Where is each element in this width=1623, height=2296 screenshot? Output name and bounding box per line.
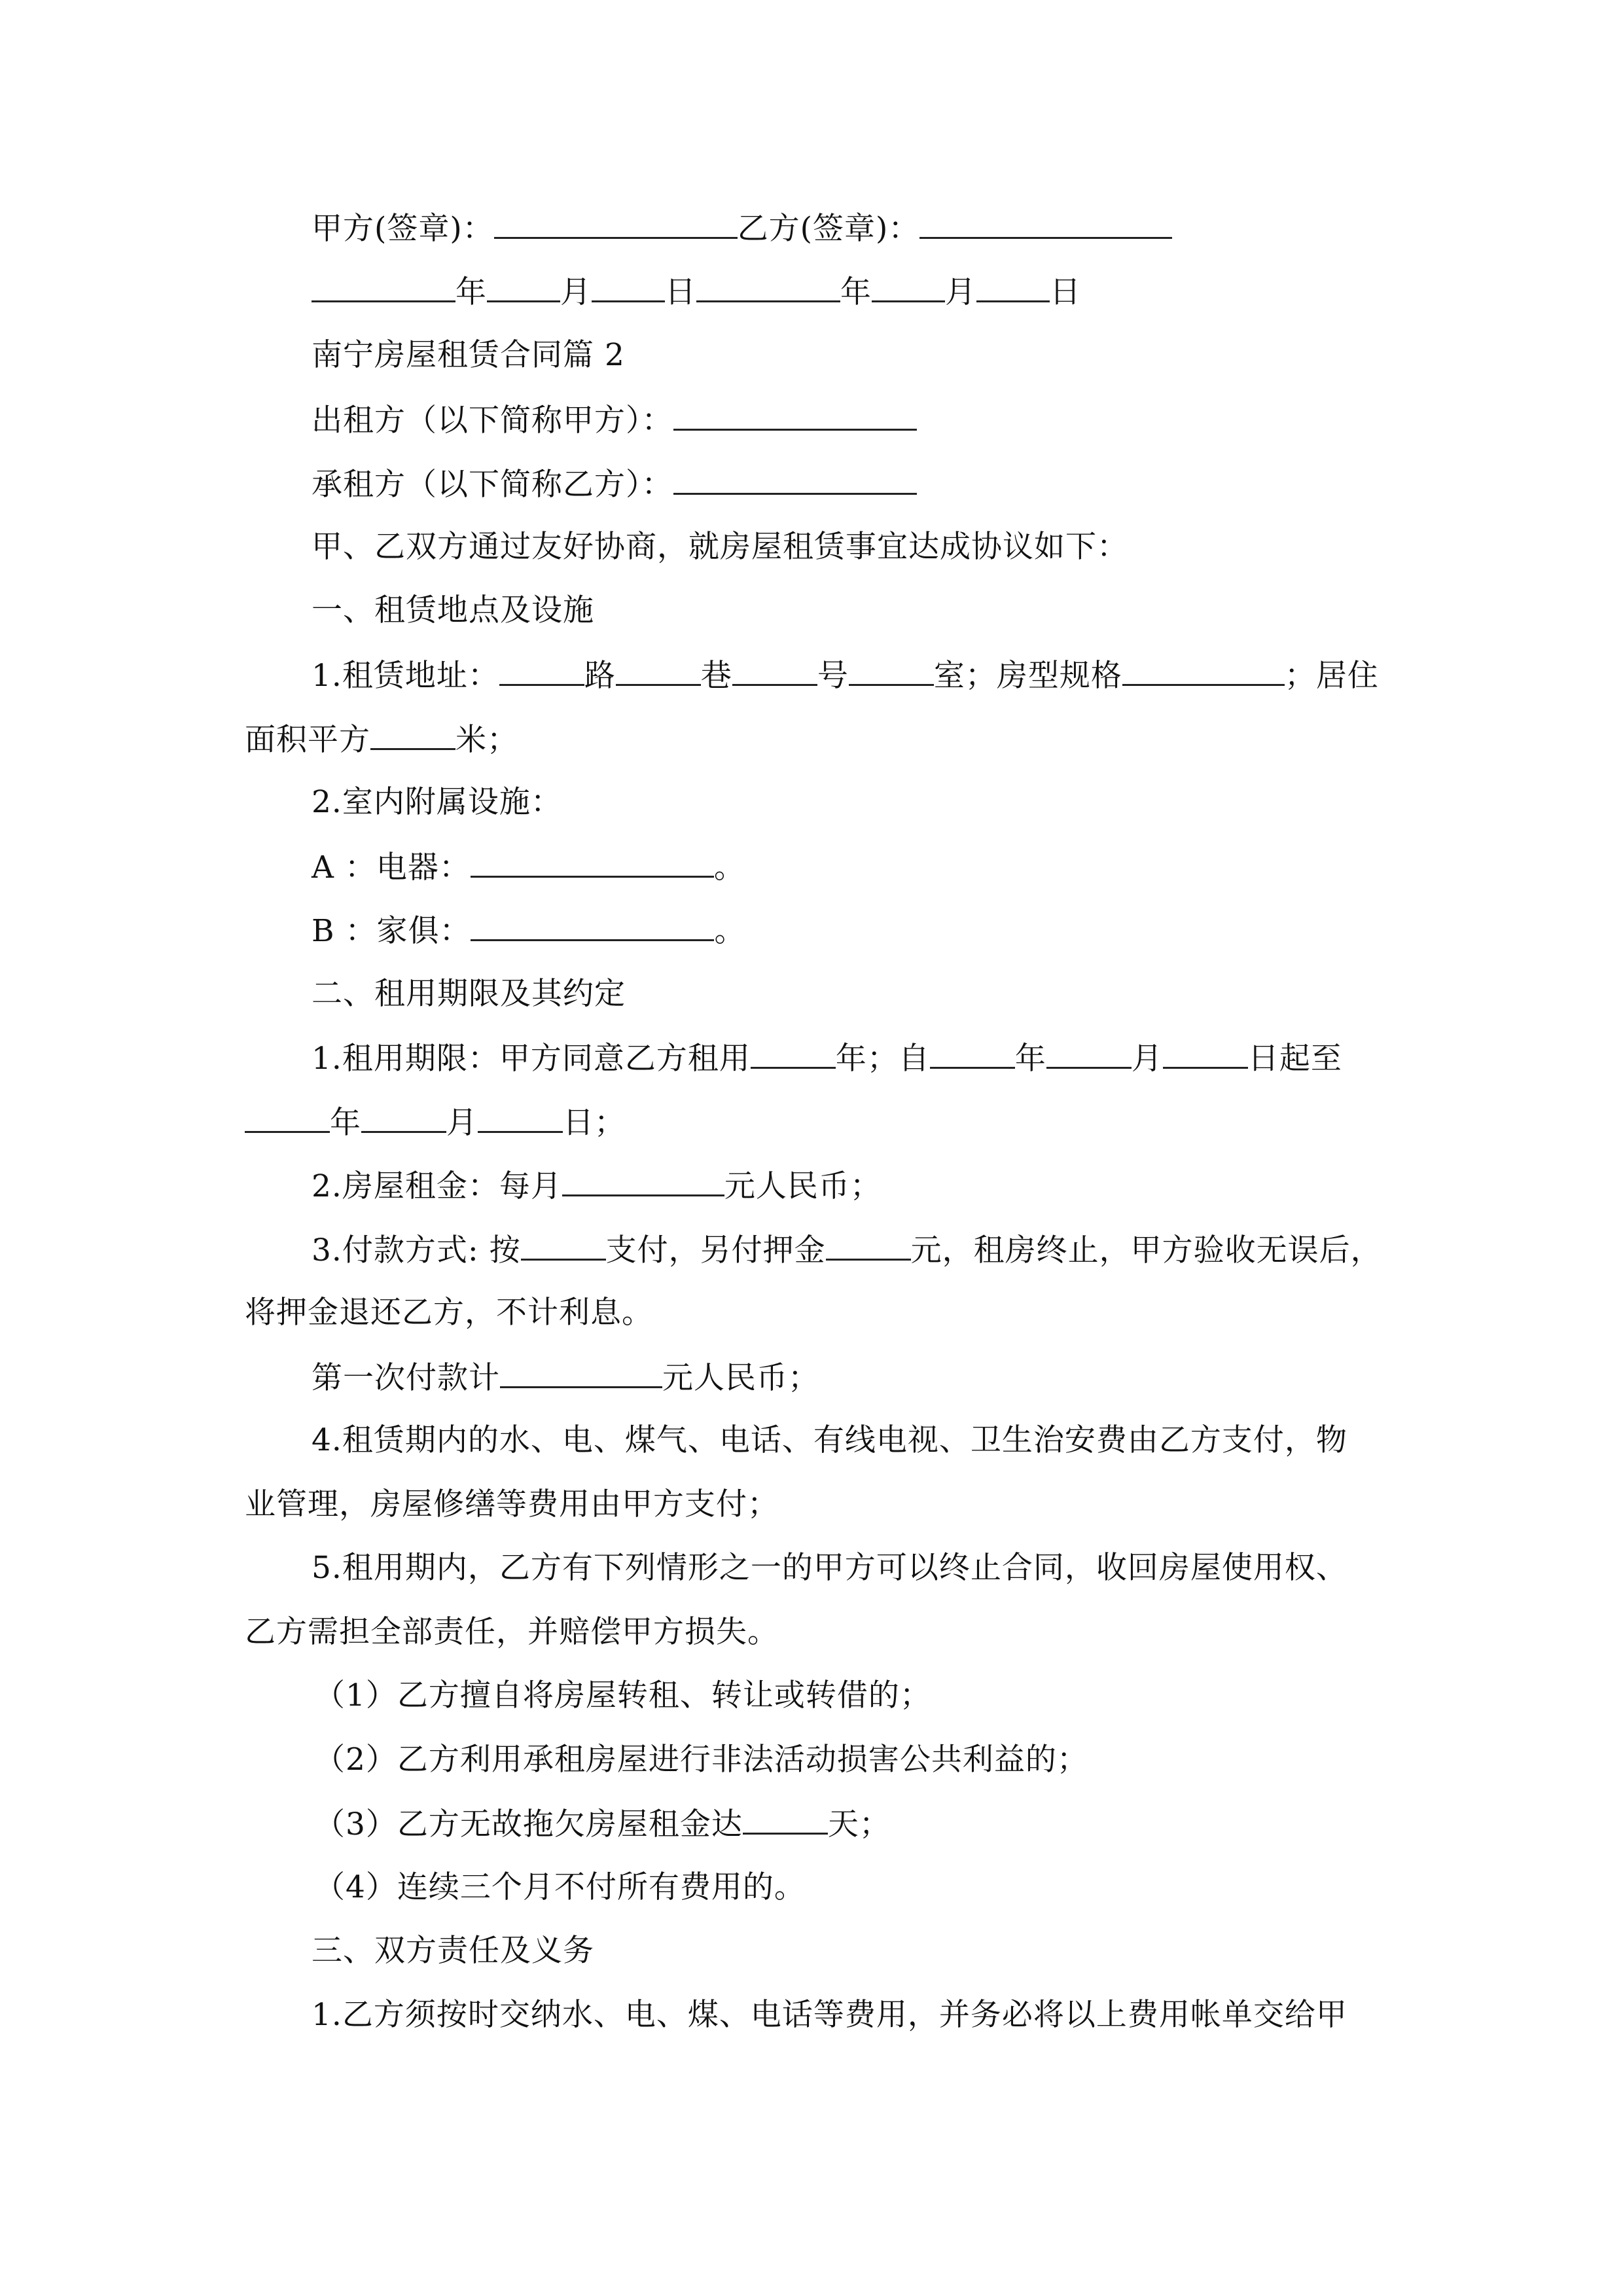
period-mark: 。 <box>714 913 746 949</box>
end-year-blank <box>245 1102 330 1133</box>
term-label: 1.租用期限：甲方同意乙方租用 <box>312 1041 751 1077</box>
sub-item-2: （2）乙方利用承租房屋进行非法活动损害公共利益的； <box>314 1742 1088 1778</box>
month-label: 月 <box>560 274 592 310</box>
payment-method-blank <box>521 1230 606 1261</box>
date-line <box>0 272 1623 312</box>
furniture-line <box>0 910 1623 951</box>
address-label: 1.租赁地址： <box>312 658 499 694</box>
term-end-line <box>0 1102 1623 1143</box>
sub-item-3 <box>0 1804 1623 1844</box>
number-blank <box>732 655 817 686</box>
day-label: 日 <box>665 274 696 310</box>
day-blank <box>592 272 665 302</box>
sub-item-1: （1）乙方擅自将房屋转租、转让或转借的； <box>314 1677 931 1713</box>
lane-blank <box>616 655 701 686</box>
start-year-blank <box>930 1038 1015 1069</box>
address-line <box>0 655 1623 696</box>
furniture-label: B ：家俱： <box>312 913 471 949</box>
sub-item-4: （4）连续三个月不付所有费用的。 <box>314 1869 806 1905</box>
room-type-label: 室；房型规格 <box>933 658 1122 694</box>
number-label: 号 <box>817 658 849 694</box>
payment-label: 3.付款方式: 按 <box>312 1232 521 1268</box>
room-type-blank <box>1122 655 1285 686</box>
appliances-blank <box>471 847 714 878</box>
room-blank <box>849 655 934 686</box>
appliances-label: A ：电器： <box>312 850 471 886</box>
area-blank <box>370 719 455 750</box>
party-a-sign-label: 甲方(签章)： <box>312 211 494 247</box>
section-3-item-1: 1.乙方须按时交纳水、电、煤、电话等费用，并务必将以上费用帐单交给甲 <box>312 1997 1347 2033</box>
month-blank <box>872 272 945 302</box>
appliances-line <box>0 847 1623 888</box>
year-label: 年 <box>840 274 872 310</box>
item-5-continuation: 乙方需担全部责任，并赔偿甲方损失。 <box>245 1614 779 1650</box>
lessor-line <box>0 400 1623 440</box>
area-label: 面积平方 <box>245 722 370 758</box>
party-a-sign-blank <box>494 208 738 239</box>
year-label: 年 <box>1014 1041 1046 1077</box>
rmb-label: 元人民币； <box>662 1360 819 1396</box>
furniture-blank <box>471 910 714 941</box>
month-label: 月 <box>1131 1041 1163 1077</box>
lane-label: 巷 <box>700 658 732 694</box>
day-label: 日 <box>1050 274 1081 310</box>
intro-paragraph: 甲、乙双方通过友好协商，就房屋租赁事宜达成协议如下： <box>312 529 1128 565</box>
lessor-label: 出租方（以下简称甲方）： <box>312 403 673 439</box>
lessee-label: 承租方（以下简称乙方）： <box>312 467 673 503</box>
until-label: 日起至 <box>1247 1041 1342 1077</box>
item-5-line: 5.租用期内，乙方有下列情形之一的甲方可以终止合同，收回房屋使用权、 <box>312 1550 1347 1586</box>
year-label: 年 <box>455 274 487 310</box>
road-blank <box>499 655 584 686</box>
start-day-blank <box>1163 1038 1248 1069</box>
residential-label: ；居住 <box>1284 658 1379 694</box>
section-3-heading: 三、双方责任及义务 <box>312 1933 594 1969</box>
party-b-sign-blank <box>919 208 1172 239</box>
period-mark: 。 <box>713 850 745 886</box>
rmb-label: 元人民币； <box>724 1168 882 1204</box>
first-payment-label: 第一次付款计 <box>312 1360 500 1396</box>
payment-line <box>0 1230 1623 1270</box>
deposit-label: 支付，另付押金 <box>605 1232 826 1268</box>
road-label: 路 <box>584 658 616 694</box>
year-label: 年 <box>330 1105 361 1141</box>
sub-item-3-label: （3）乙方无故拖欠房屋租金达 <box>314 1806 743 1842</box>
rent-blank <box>562 1166 724 1196</box>
term-line <box>0 1038 1623 1079</box>
month-label: 月 <box>446 1105 478 1141</box>
month-blank <box>487 272 560 302</box>
item-4-continuation: 业管理，房屋修缮等费用由甲方支付； <box>245 1486 779 1522</box>
days-label: 天； <box>827 1806 891 1842</box>
end-day-blank <box>478 1102 563 1133</box>
lessor-blank <box>673 400 917 431</box>
year-blank <box>696 272 840 302</box>
item-4-line: 4.租赁期内的水、电、煤气、电话、有线电视、卫生治安费由乙方支付，物 <box>312 1422 1347 1458</box>
area-unit: 米； <box>455 722 518 758</box>
end-month-blank <box>361 1102 446 1133</box>
first-payment-blank <box>500 1357 662 1388</box>
lessee-line <box>0 464 1623 505</box>
start-month-blank <box>1046 1038 1132 1069</box>
rent-line <box>0 1166 1623 1206</box>
area-line <box>0 719 1623 760</box>
rent-label: 2.房屋租金：每月 <box>312 1168 562 1204</box>
payment-terms-text: 元，租房终止，甲方验收无误后， <box>910 1232 1382 1268</box>
section-2-heading: 二、租用期限及其约定 <box>312 976 626 1012</box>
term-years-blank <box>751 1038 836 1069</box>
payment-continuation: 将押金退还乙方，不计利息。 <box>245 1295 653 1331</box>
signature-line <box>0 208 1623 249</box>
facilities-heading: 2.室内附属设施： <box>312 784 562 820</box>
day-label: 日； <box>563 1105 626 1141</box>
month-label: 月 <box>945 274 976 310</box>
day-blank <box>976 272 1050 302</box>
party-b-sign-label: 乙方(签章)： <box>737 211 920 247</box>
arrears-days-blank <box>743 1804 828 1835</box>
year-blank <box>312 272 455 302</box>
document-title: 南宁房屋租赁合同篇 2 <box>312 337 625 373</box>
section-1-heading: 一、租赁地点及设施 <box>312 592 594 628</box>
lessee-blank <box>673 464 917 495</box>
term-from-label: 年；自 <box>835 1041 930 1077</box>
deposit-blank <box>826 1230 911 1261</box>
first-payment-line <box>0 1357 1623 1398</box>
